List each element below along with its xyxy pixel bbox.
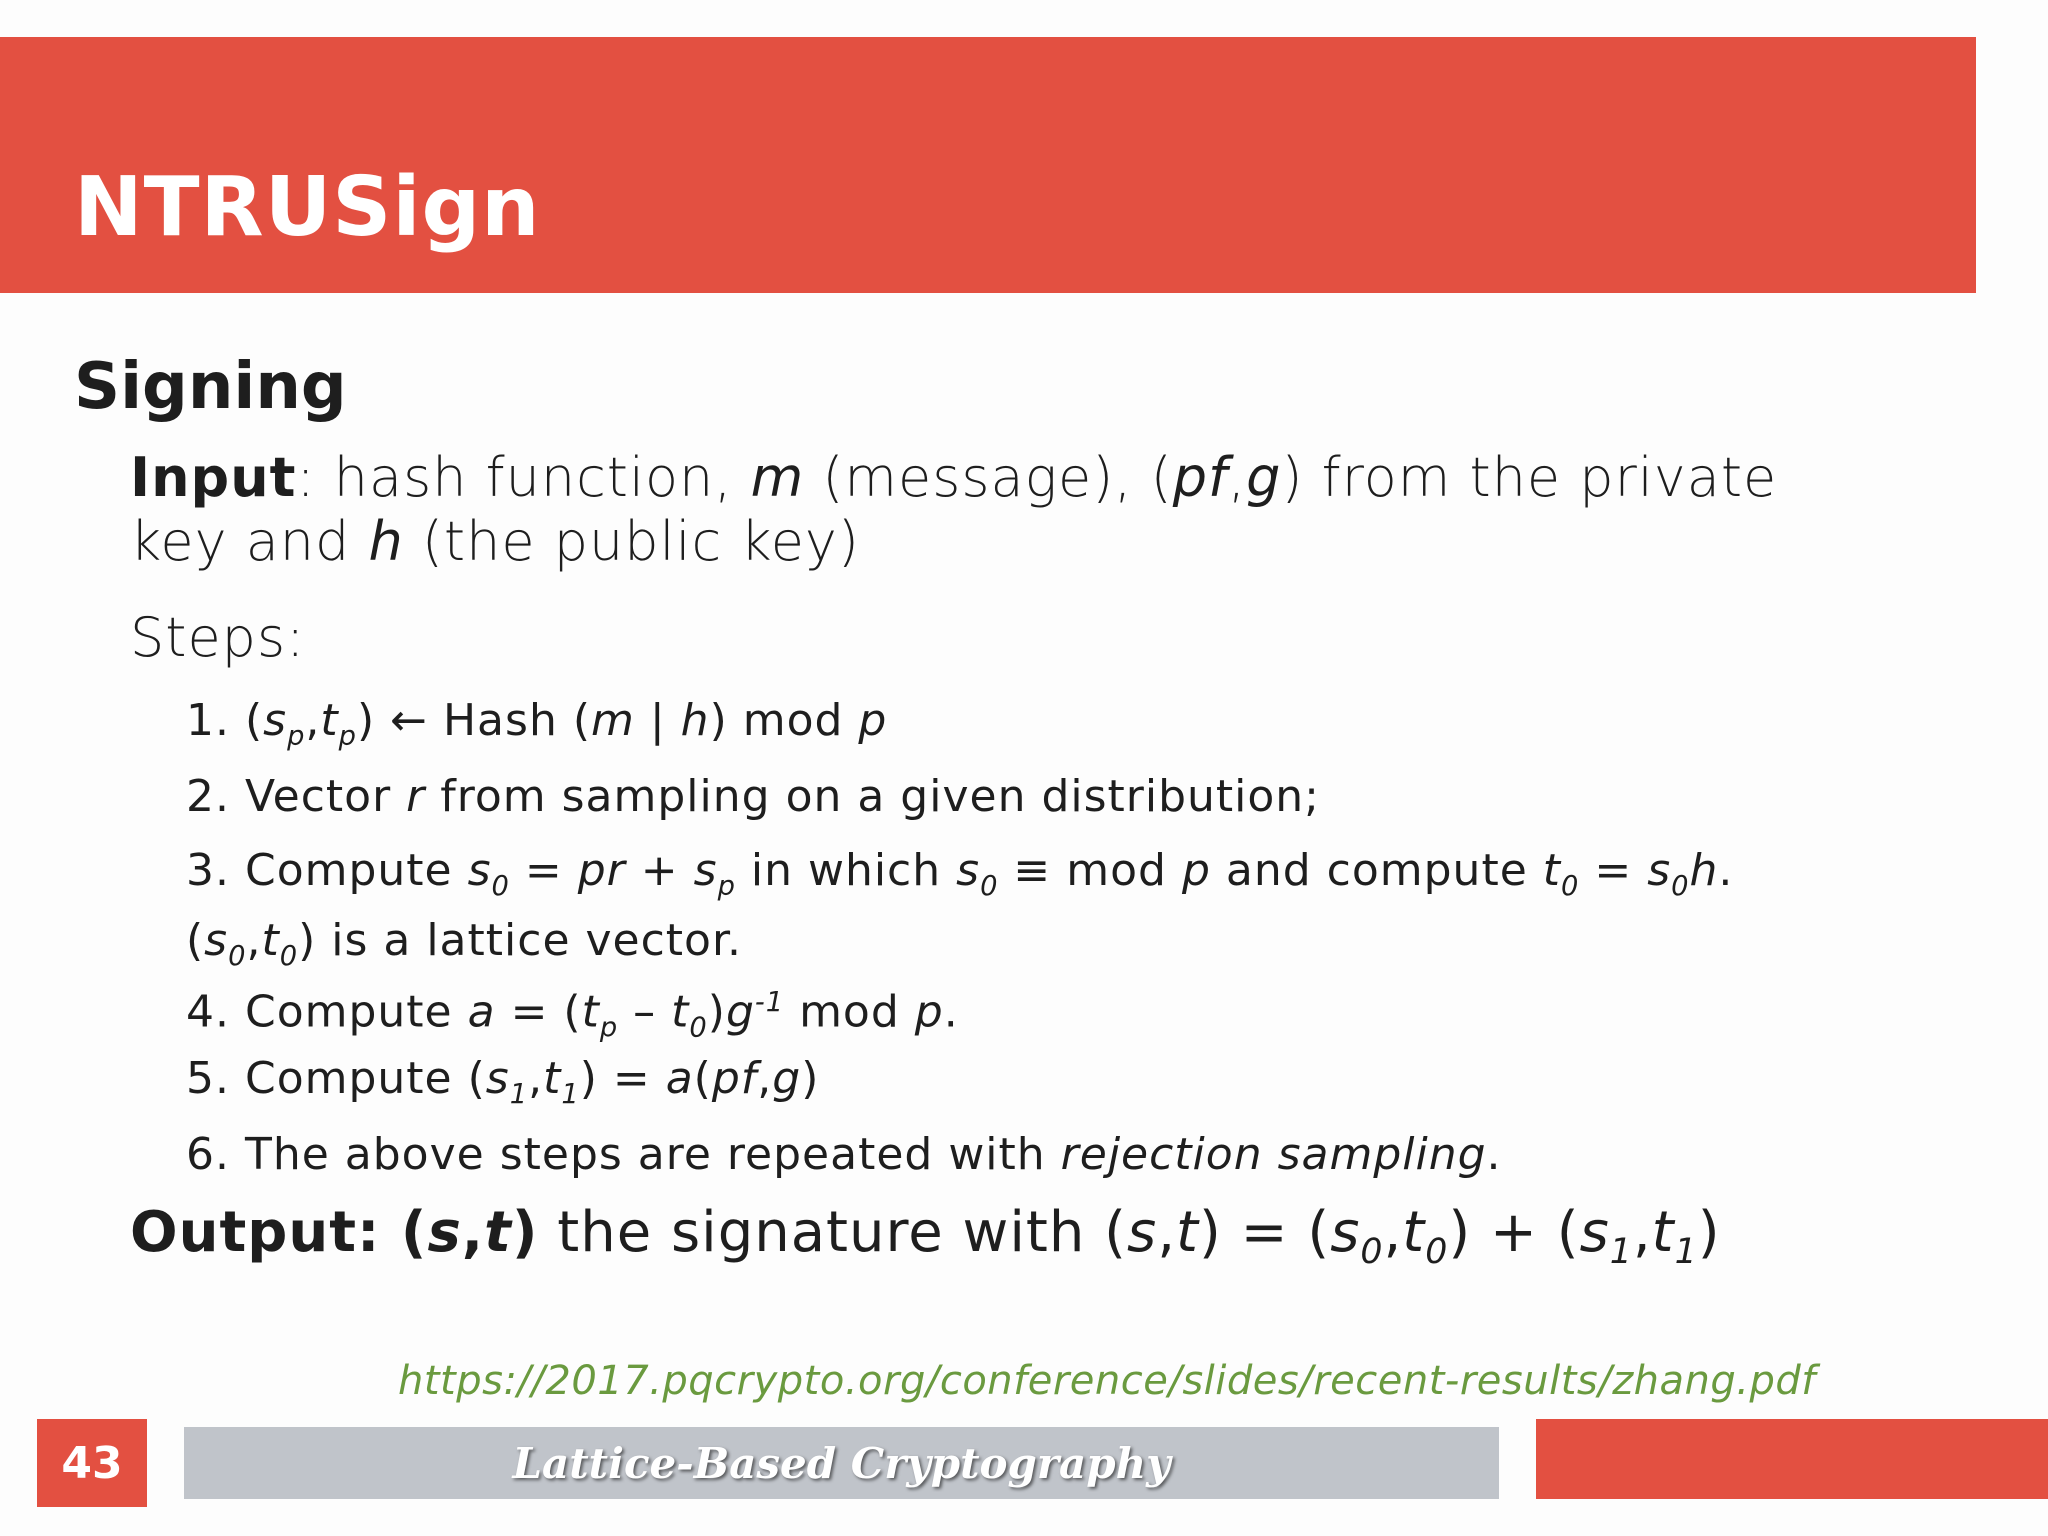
steps-label: Steps: — [130, 606, 306, 669]
step-4: 4. Compute $a = (t_p - t_0)g^{-1}$ mod p. — [186, 986, 959, 1044]
math-pf: pf — [1172, 446, 1228, 509]
emphasis-text: rejection sampling — [1060, 1129, 1487, 1180]
input-label: Input — [130, 446, 297, 509]
input-text: : hash function, — [296, 446, 751, 509]
output-line: Output: (s,t) the signature with $(s,t) = (s_0,t_0) + (s_1,t_1)$ — [130, 1200, 1721, 1273]
footer-accent-bar — [1536, 1419, 2048, 1499]
math-m: m — [750, 446, 805, 509]
slide-title: NTRUSign — [74, 160, 541, 255]
output-label: Output: ( — [130, 1200, 428, 1265]
footer-bar — [184, 1427, 1499, 1499]
input-text: (message), ( — [804, 446, 1173, 509]
step-3: 3. Compute $s_0$ = pr + $s_p$ in which $s_0$ ≡ mod p and compute $t_0 = s_0h$. $(s_0,t_0)$ is a lattice vector. — [186, 845, 1734, 972]
step-1: 1. $(s_p,t_p)$ ← Hash (m | h) mod p — [186, 695, 888, 752]
footer-title: Lattice-Based Cryptography — [512, 1438, 1171, 1488]
input-paragraph — [130, 446, 1890, 574]
page-number: 43 — [37, 1419, 147, 1507]
math-g: g — [1246, 446, 1282, 509]
input-text: (the public key) — [403, 510, 860, 573]
section-heading: Signing — [74, 350, 347, 424]
input-text: ) from the private key and — [130, 446, 1778, 573]
source-link[interactable]: https://2017.pqcrypto.org/conference/slides/recent-results/zhang.pdf — [398, 1358, 1816, 1404]
math-h: h — [368, 510, 404, 573]
step-2: 2. Vector r from sampling on a given distribution; — [186, 771, 1321, 822]
step-6: 6. The above steps are repeated with rejection sampling. — [186, 1129, 1502, 1180]
input-text: , — [1228, 446, 1247, 509]
step-5: 5. Compute $(s_1,t_1) = a(pf,g)$ — [186, 1053, 820, 1110]
